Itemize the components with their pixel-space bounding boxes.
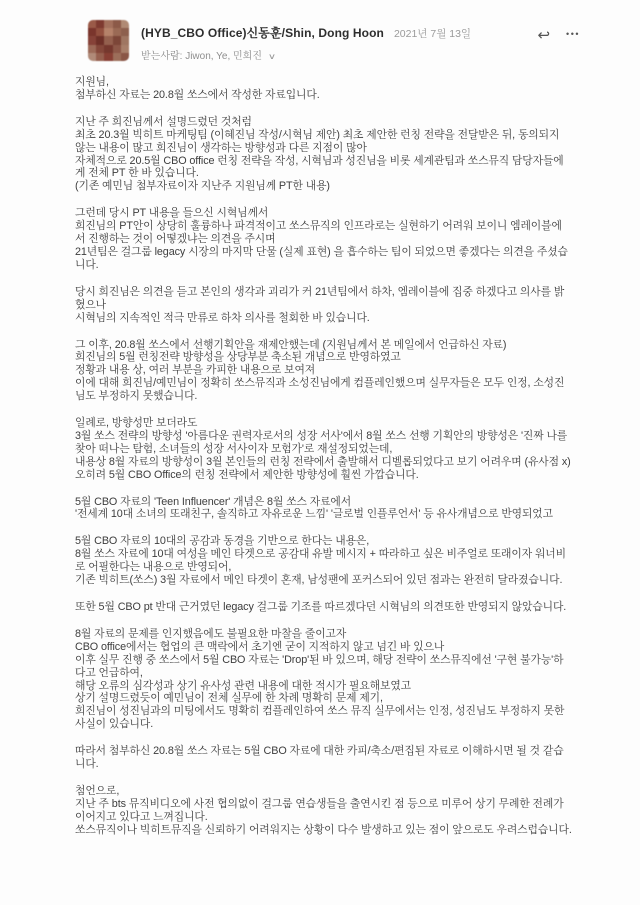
paragraph-line: 21년팀은 걸그룹 legacy 시장의 마지막 단물 (실제 표현) 을 흡수하는 팀이 되었으면 좋겠다는 의견을 주셨습니다. xyxy=(75,245,568,271)
paragraph-line: (기존 예민님 첨부자료이자 지난주 지원님께 PT한 내용) xyxy=(75,180,330,193)
recipients-label: 받는사람: xyxy=(141,51,183,62)
paragraph xyxy=(75,76,572,102)
sender-row xyxy=(141,24,537,41)
paragraph-line: 5월 CBO 자료의 10대의 공감과 동경을 기반으로 한다는 내용은, xyxy=(75,535,370,548)
paragraph-line: 이에 대해 희진님/예민님이 정확히 쏘스뮤직과 소성진님에게 컴플레인했으며 실무자들은 모두 인정, 소성진님도 부정하지 못했습니다. xyxy=(75,377,565,403)
paragraph-line: 오히려 5월 CBO Office의 런칭 전략에서 제안한 방향성에 훨씬 가깝습니다. xyxy=(75,468,419,481)
paragraph-line: 첨언으로, xyxy=(75,784,120,797)
paragraph xyxy=(75,601,572,614)
paragraph-line: 해당 오류의 심각성과 상기 유사성 관련 내용에 대한 적시가 필요해보였고 xyxy=(75,679,411,692)
paragraph-line: 그런데 당시 PT 내용을 들으신 시혁님께서 xyxy=(75,207,269,220)
paragraph-line: 8월 쏘스 자료에 10대 여성을 메인 타겟으로 공감대 유발 메시지 + 따라하고 싶은 비주얼로 또래이자 워너비로 어필한다는 내용으로 반영되어, xyxy=(75,548,566,574)
paragraph-line: 상기 설명드렸듯이 예민님이 전체 실무에 한 차례 명확히 문제 제기, xyxy=(75,692,383,705)
chevron-down-icon[interactable]: ∨ xyxy=(267,52,276,61)
paragraph xyxy=(75,207,572,272)
paragraph-line: 일례로, 방향성만 보더라도 xyxy=(75,417,198,430)
paragraph-line: '전세계 10대 소녀의 또래친구, 솔직하고 자유로운 느낌' '글로벌 인플루언서' 등 유사개념으로 반영되었고 xyxy=(75,508,553,521)
email-date: 2021년 7월 13일 xyxy=(393,28,472,40)
paragraph xyxy=(75,535,572,587)
paragraph-line: 최초 20.3월 빅히트 마케팅팀 (이혜진님 작성/시혁님 제안) 최초 제안한 런칭 전략을 전달받은 뒤, 동의되지 않는 내용이 많고 희진님이 생각하는 방향성과 다른 지점이 많아 xyxy=(75,128,560,154)
paragraph xyxy=(75,628,572,731)
paragraph-line: 희진님의 5월 런칭전략 방향성을 상당부분 축소된 개념으로 반영하였고 xyxy=(75,351,401,364)
recipients-row[interactable] xyxy=(141,47,537,62)
email-meta xyxy=(141,20,537,62)
paragraph-line: 첨부하신 자료는 20.8월 쏘스에서 작성한 자료입니다. xyxy=(75,88,320,101)
email-header xyxy=(0,0,640,62)
paragraph-line: 시혁님의 지속적인 적극 만류로 하차 의사를 철회한 바 있습니다. xyxy=(75,311,370,324)
paragraph xyxy=(75,785,572,837)
paragraph-line: 지난 주 bts 뮤직비디오에 사전 협의없이 걸그룹 연습생들을 출연시킨 점 등으로 미루어 상기 무례한 전례가 이어지고 있다고 느껴집니다. xyxy=(75,797,564,823)
paragraph-line: 지원님, xyxy=(75,76,109,88)
paragraph-line: 지난 주 희진님께서 설명드렸던 것처럼 xyxy=(75,115,252,128)
header-actions xyxy=(537,20,580,43)
paragraph-line: 이후 실무 진행 중 쏘스에서 5월 CBO 자료는 'Drop'된 바 있으며, 해당 전략이 쏘스뮤직에선 '구현 불가능'하다고 언급하여, xyxy=(75,653,564,679)
sender-name: (HYB_CBO Office)신동훈/Shin, Dong Hoon xyxy=(141,26,384,40)
paragraph-line: 내용상 8월 자료의 방향성이 3월 본인들의 런칭 전략에서 출발해서 디벨롭되었다고 보기 어려우며 (유사점 x) xyxy=(75,455,571,468)
paragraph-line: 쏘스뮤직이나 빅히트뮤직을 신뢰하기 어려워지는 상황이 다수 발생하고 있는 점이 앞으로도 우려스럽습니다. xyxy=(75,823,572,836)
paragraph-line: 자체적으로 20.5월 CBO office 런칭 전략을 작성, 시혁님과 성진님을 비롯 세계관팀과 쏘스뮤직 담당자들에게 전체 PT 한 바 있습니다. xyxy=(75,154,564,180)
paragraph xyxy=(75,745,572,771)
paragraph-line: 그 이후, 20.8월 쏘스에서 선행기획안을 재제안했는데 (지원님께서 본 메일에서 언급하신 자료) xyxy=(75,338,507,351)
paragraph xyxy=(75,116,572,193)
paragraph-line: 희진님이 성진님과의 미팅에서도 명확히 컴플레인하여 쏘스 뮤직 실무에서는 인정, 성진님도 부정하지 못한 사실이 있습니다. xyxy=(75,705,565,731)
paragraph-line: CBO office에서는 협업의 큰 맥락에서 초기엔 굳이 지적하지 않고 넘긴 바 있으나 xyxy=(75,640,445,653)
paragraph-line: 5월 CBO 자료의 'Teen Influencer' 개념은 8월 쏘스 자료에서 xyxy=(75,495,352,508)
more-options-icon[interactable]: ••• xyxy=(566,29,580,39)
paragraph-line: 기존 빅히트(쏘스) 3월 자료에서 메인 타겟이 혼재, 남성팬에 포커스되어 있던 점과는 완전히 달라졌습니다. xyxy=(75,574,563,587)
paragraph-line: 따라서 첨부하신 20.8월 쏘스 자료는 5월 CBO 자료에 대한 카피/축소/편집된 자료로 이해하시면 될 것 같습니다. xyxy=(75,745,564,771)
paragraph-line: 8월 자료의 문제를 인지했음에도 불필요한 마찰을 줄이고자 xyxy=(75,627,347,640)
paragraph-line: 또한 5월 CBO pt 반대 근거였던 legacy 걸그룹 기조를 따르겠다던 시혁님의 의견또한 반영되지 않았습니다. xyxy=(75,601,567,613)
paragraph xyxy=(75,496,572,522)
paragraph-line: 희진님의 PT안이 상당히 훌륭하나 파격적이고 쏘스뮤직의 인프라로는 실현하기 어려워 보이니 엠레이블에서 진행하는 것이 어떻겠냐는 의견을 주시며 xyxy=(75,220,562,246)
recipients-list: Jiwon, Ye, 민희진 xyxy=(185,51,262,62)
paragraph-line: 3월 쏘스 전략의 방향성 '아름다운 권력자로서의 성장 서사'에서 8월 쏘스 선행 기획안의 방향성은 '진짜 나를 찾아 떠나는 탐험, 소녀들의 성장 서사이자 모험가'로 재설정되었는데, xyxy=(75,429,568,455)
paragraph xyxy=(75,339,572,404)
reply-icon[interactable]: ↩ xyxy=(537,27,551,44)
paragraph xyxy=(75,417,572,482)
paragraph xyxy=(75,286,572,325)
avatar[interactable] xyxy=(88,20,129,61)
paragraph-line: 당시 희진님은 의견을 듣고 본인의 생각과 괴리가 커 21년팀에서 하차, 엠레이블에 집중 하겠다고 의사를 밝혔으나 xyxy=(75,285,565,311)
email-body xyxy=(0,62,640,837)
paragraph-line: 정황과 내용 상, 여러 부분을 카피한 내용으로 보여져 xyxy=(75,364,316,377)
